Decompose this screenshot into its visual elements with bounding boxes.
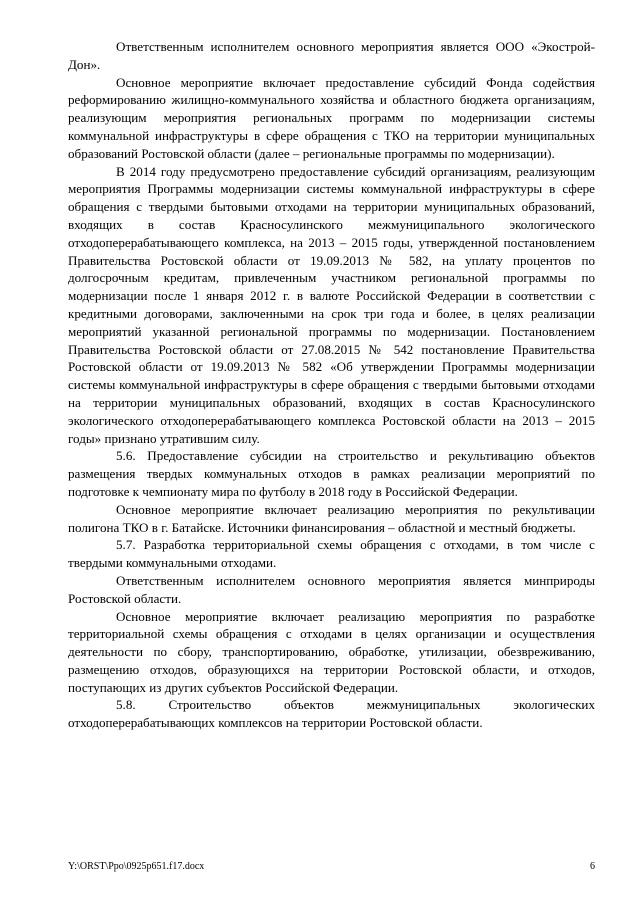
paragraph-territorial-scheme: Основное мероприятие включает реализацию мероприятия по разработке территориальной схемы обращения с отходами в целях организации и осуществления деятельности по сбору, транспортированию, обработке, утилизации, обезвреживанию, размещению отходов, образующихся на территории Ростовской области, и отходов, поступающих из других субъектов Российской Федерации. [68, 608, 595, 695]
paragraph-responsible-executor: Ответственным исполнителем основного мероприятия является ООО «Экострой-Дон». [68, 39, 595, 72]
paragraph-2014-subsidies: В 2014 году предусмотрено предоставление субсидий организациям, реализующим мероприятия Программы модернизации системы коммунальной инфраструктуры в сфере обращения с твердыми бытовыми отходами на территории муниципальных образований, входящих в состав Красносулинского межмуниципального экологического отходоперерабатывающего комплекса, на 2013 – 2015 годы, утвержденной постановлением Правительства Ростовской области от 19.09.2013 № 582, на уплату процентов по долгосрочным кредитам, привлеченным участником региональной программы по модернизации после 1 января 2012 г. в валюте Российской Федерации в соответствии с кредитными договорами, заключенными на срок три года и более, в целях реализации мероприятий указанной региональной программы по модернизации. Постановлением Правительства Ростовской области от 27.08.2015 № 542 постановление Правительства Ростовской области от 19.09.2013 № 582 «Об утверждении Программы модернизации системы коммунальной инфраструктуры в сфере обращения с твердыми бытовыми отходами на территории муниципальных образований, входящих в состав Красносулинского экологического отходоперерабатывающего комплекса Ростовской области на 2013 – 2015 годы» признано утратившим силу. [68, 163, 595, 446]
paragraph-section-5-7: 5.7. Разработка территориальной схемы обращения с отходами, в том числе с твердыми коммунальными отходами. [68, 537, 595, 571]
footer-file-path: Y:\ORST\Ppo\0925p651.f17.docx [68, 861, 205, 872]
paragraph-section-5-8: 5.8. Строительство объектов межмуниципальных экологических отходоперерабатывающих комплексов на территории Ростовской области. [68, 697, 595, 731]
document-body [68, 38, 595, 732]
page-number: 6 [590, 861, 595, 872]
paragraph-recultivation: Основное мероприятие включает реализацию мероприятия по рекультивации полигона ТКО в г. Батайске. Источники финансирования – областной и местный бюджеты. [68, 501, 595, 535]
paragraph-section-5-6: 5.6. Предоставление субсидии на строительство и рекультивацию объектов размещения твердых коммунальных отходов в рамках реализации мероприятий по подготовке к чемпионату мира по футболу в 2018 году в Российской Федерации. [68, 448, 595, 499]
paragraph-subsidies-description: Основное мероприятие включает предоставление субсидий Фонда содействия реформированию жилищно-коммунального хозяйства и областного бюджета организациям, реализующим мероприятия региональных программ по модернизации системы коммунальной инфраструктуры в сфере обращения с ТКО на территории муниципальных образований Ростовской области (далее – региональные программы по модернизации). [68, 74, 595, 161]
paragraph-responsible-ministry: Ответственным исполнителем основного мероприятия является минприроды Ростовской области. [68, 572, 595, 606]
